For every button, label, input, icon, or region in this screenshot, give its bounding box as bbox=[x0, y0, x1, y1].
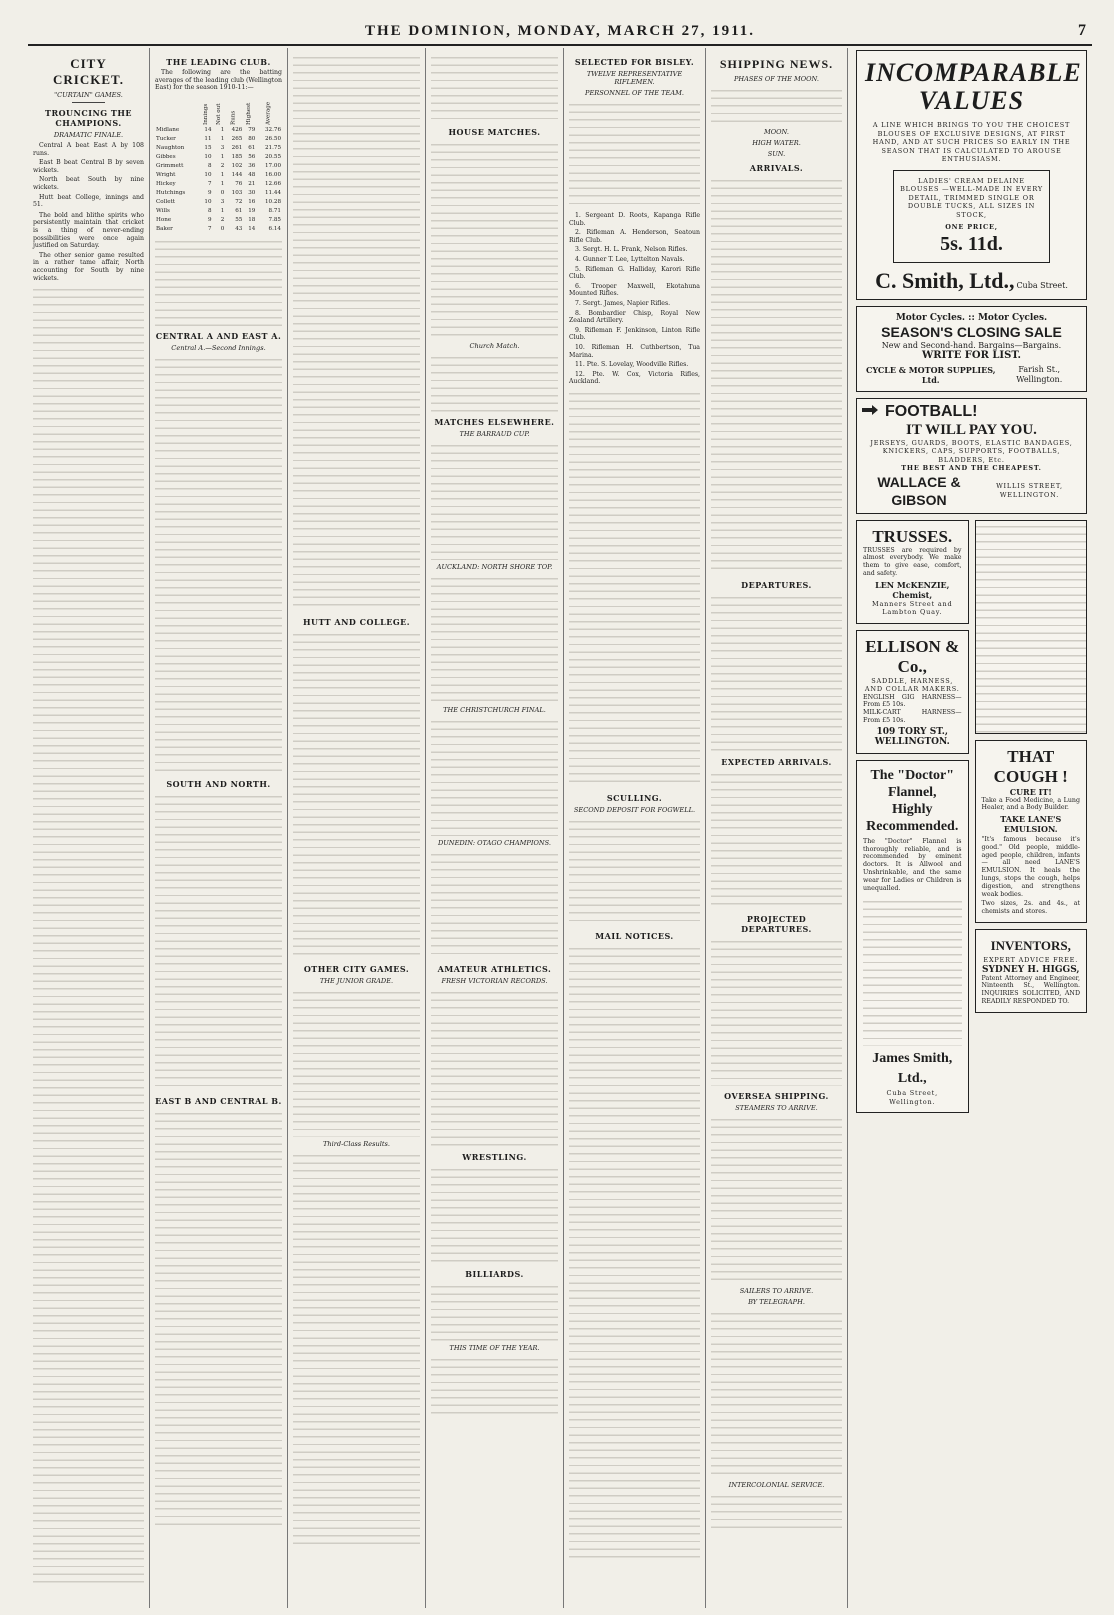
ad-trusses bbox=[856, 520, 969, 624]
ad-title: TRUSSES. bbox=[872, 526, 953, 546]
ad-title: THAT COUGH ! bbox=[993, 746, 1068, 786]
column-header bbox=[155, 94, 200, 126]
column-header: Average bbox=[265, 101, 272, 125]
stat-cell: 102 bbox=[231, 162, 243, 169]
column-sport-news bbox=[426, 48, 564, 1608]
section-subheading: HIGH WATER. bbox=[752, 139, 801, 147]
ad-body: THE BEST AND THE CHEAPEST. bbox=[901, 464, 1042, 472]
ad-firm: WALLACE & GIBSON bbox=[877, 473, 961, 508]
body-text-block bbox=[293, 987, 420, 1137]
player-name-cell: Baker bbox=[156, 225, 173, 232]
ad-placeholder bbox=[975, 520, 1088, 734]
result-line: Central A beat East A by 108 runs. bbox=[33, 142, 144, 157]
ad-price: 5s. 11d. bbox=[940, 232, 1003, 255]
stat-cell: 1 bbox=[220, 126, 225, 133]
ad-firm: James Smith, Ltd., bbox=[872, 1051, 953, 1087]
stat-cell: 11.44 bbox=[264, 189, 281, 196]
section-heading: PROJECTED DEPARTURES. bbox=[741, 914, 812, 934]
section-subheading: THE BARRAUD CUP. bbox=[459, 430, 530, 438]
stat-cell: 8 bbox=[207, 162, 212, 169]
section-subheading: STEAMERS TO ARRIVE. bbox=[735, 1104, 818, 1112]
table-row bbox=[155, 135, 282, 144]
section-subheading: THE JUNIOR GRADE. bbox=[319, 977, 394, 985]
ad-column-left bbox=[856, 520, 969, 1114]
masthead bbox=[28, 18, 1092, 46]
section-subheading: MOON. bbox=[763, 128, 789, 136]
results-summary bbox=[33, 142, 144, 209]
column-header: Runs bbox=[230, 110, 237, 125]
ad-ellison bbox=[856, 630, 969, 754]
article-paragraph: The bold and blithe spirits who persistently maintain that cricket is a thing of never-ending possibilities were once again justified on Saturday. bbox=[33, 211, 144, 250]
stat-cell: 1 bbox=[220, 153, 225, 160]
ad-address: Manners Street and Lambton Quay. bbox=[872, 599, 953, 617]
body-text-block bbox=[293, 1150, 420, 1550]
ad-address: Farish St., Wellington. bbox=[1016, 364, 1063, 384]
ad-body: JERSEYS, GUARDS, BOOTS, ELASTIC BANDAGES, KNICKERS, CAPS, SUPPORTS, FOOTBALLS, BLADDERS, Etc. bbox=[870, 438, 1073, 464]
body-text-block bbox=[569, 99, 700, 209]
body-text-block bbox=[711, 1114, 842, 1284]
article-subheading: TROUNCING THE CHAMPIONS. bbox=[44, 108, 132, 128]
body-text-block bbox=[431, 1354, 558, 1414]
table-row bbox=[155, 171, 282, 180]
stat-cell: 16 bbox=[248, 198, 256, 205]
list-item: 7. Sergt. James, Napier Rifles. bbox=[575, 299, 671, 307]
table-header-row bbox=[155, 94, 282, 126]
stat-cell: 1 bbox=[220, 207, 225, 214]
section-heading: SOUTH AND NORTH. bbox=[166, 778, 271, 789]
ad-line: Take a Food Medicine, a Lung Healer, and a Body Builder. bbox=[981, 796, 1080, 812]
ad-firm: C. Smith, Ltd., bbox=[875, 267, 1015, 293]
section-subheading: THIS TIME OF THE YEAR. bbox=[449, 1344, 540, 1352]
ad-firm-line bbox=[863, 365, 1080, 385]
stat-cell: 1 bbox=[220, 180, 225, 187]
stat-cell: 144 bbox=[231, 171, 243, 178]
section-subheading: THE CHRISTCHURCH FINAL. bbox=[443, 706, 546, 714]
section-heading: ARRIVALS. bbox=[749, 163, 804, 173]
stat-cell: 11 bbox=[204, 135, 212, 142]
body-text-block bbox=[431, 716, 558, 836]
section-subheading: Central A.—Second Innings. bbox=[171, 343, 266, 352]
ad-column-right bbox=[975, 520, 1088, 1114]
ad-body: A LINE WHICH BRINGS TO YOU THE CHOICEST BLOUSES OF EXCLUSIVE DESIGNS, AT FIRST HAND, AND AT SUCH PRICES SO EARLY IN THE SEASON THAT IS CALCULATED TO AROUSE ENTHUSIASM. bbox=[872, 121, 1071, 163]
player-name-cell: Hutchings bbox=[156, 189, 186, 196]
stat-cell: 10 bbox=[204, 153, 212, 160]
list-item: 9. Rifleman F. Jenkinson, Linton Rifle Club. bbox=[569, 326, 700, 342]
section-heading: EAST B AND CENTRAL B. bbox=[155, 1095, 282, 1106]
section-heading: OTHER CITY GAMES. bbox=[303, 964, 410, 974]
stat-cell: 36 bbox=[248, 162, 256, 169]
list-item: 3. Sergt. H. L. Frank, Nelson Rifles. bbox=[575, 246, 688, 254]
table-row bbox=[155, 153, 282, 162]
section-subheading: INTERCOLONIAL SERVICE. bbox=[728, 1481, 825, 1489]
stat-cell: 55 bbox=[235, 216, 243, 223]
list-item: 4. Gunner T. Lee, Lyttelton Navals. bbox=[575, 255, 685, 263]
section-subheading: Church Match. bbox=[469, 342, 520, 350]
section-heading: AMATEUR ATHLETICS. bbox=[437, 964, 552, 974]
ad-address: 109 TORY ST., WELLINGTON. bbox=[874, 726, 950, 747]
section-subheading: SECOND DEPOSIT FOR FOGWELL. bbox=[573, 805, 696, 814]
column-header: Not out bbox=[215, 103, 222, 125]
ad-title: INCOMPARABLE bbox=[865, 58, 1082, 87]
ad-body: TRUSSES are required by almost everybody. We make them to give ease, comfort, and safety. bbox=[863, 546, 962, 577]
body-text-block bbox=[711, 592, 842, 752]
stat-cell: 26.50 bbox=[264, 135, 281, 142]
stat-cell: 80 bbox=[248, 135, 256, 142]
ad-inner-box bbox=[893, 170, 1050, 263]
stat-cell: 21.75 bbox=[264, 144, 281, 151]
section-subheading: FRESH VICTORIAN RECORDS. bbox=[441, 977, 548, 985]
stat-cell: 18 bbox=[248, 216, 256, 223]
section-heading: SCULLING. bbox=[606, 792, 663, 803]
section-subheading: Third-Class Results. bbox=[322, 1140, 391, 1148]
stat-cell: 30 bbox=[248, 189, 256, 196]
columns bbox=[28, 48, 1092, 1608]
ad-firm: CYCLE & MOTOR SUPPLIES, Ltd. bbox=[865, 364, 996, 385]
stat-cell: 1 bbox=[220, 135, 225, 142]
ad-body: SADDLE, HARNESS, AND COLLAR MAKERS. bbox=[864, 676, 960, 694]
ad-title: SEASON'S CLOSING SALE bbox=[881, 323, 1062, 340]
article-paragraph: The other senior game resulted in a rather tame affair, North accounting for South by nine wickets. bbox=[33, 251, 144, 282]
ad-product-name: TAKE LANE'S EMULSION. bbox=[1000, 814, 1062, 835]
stat-cell: 72 bbox=[235, 198, 243, 205]
section-heading-shipping: SHIPPING NEWS. bbox=[719, 57, 834, 71]
stat-cell: 2 bbox=[220, 162, 225, 169]
stat-cell: 43 bbox=[235, 225, 243, 232]
body-text-block bbox=[711, 175, 842, 575]
column-leading-club bbox=[150, 48, 288, 1608]
ad-title: Highly Recommended. bbox=[866, 801, 959, 834]
column-advertisements bbox=[848, 48, 1092, 1608]
ad-line: Motor Cycles. :: Motor Cycles. bbox=[895, 312, 1048, 323]
section-heading: CENTRAL A AND EAST A. bbox=[155, 330, 282, 341]
ad-price-list bbox=[863, 896, 962, 1046]
section-heading: WRESTLING. bbox=[462, 1152, 527, 1162]
table-row bbox=[155, 189, 282, 198]
ad-line: MILK-CART HARNESS— From £5 10s. bbox=[863, 709, 962, 725]
column-shipping bbox=[706, 48, 848, 1608]
stat-cell: 265 bbox=[231, 135, 243, 142]
list-item: 12. Pte. W. Cox, Victoria Rifles, Auckland. bbox=[569, 370, 700, 386]
player-name-cell: Grimmett bbox=[156, 162, 184, 169]
stat-cell: 103 bbox=[231, 189, 243, 196]
batting-averages-table bbox=[155, 94, 282, 234]
stat-cell: 17.00 bbox=[264, 162, 281, 169]
ad-title: FOOTBALL! bbox=[885, 402, 978, 420]
scorecard-block bbox=[293, 52, 420, 612]
ad-body: LADIES' CREAM DELAINE BLOUSES —WELL-MADE IN EVERY DETAIL, TRIMMED SINGLE OR DOUBLE TUCKS, ALL SIZES IN STOCK, bbox=[900, 176, 1043, 219]
list-item: 6. Trooper Maxwell, Ekotahuna Mounted Rifles. bbox=[569, 282, 700, 298]
section-heading: HOUSE MATCHES. bbox=[448, 127, 541, 137]
stat-cell: 61 bbox=[248, 144, 256, 151]
ad-body: The "Doctor" Flannel is thoroughly reliable, and is recommended by eminent doctors. It is Allwool and Unshrinkable, and the same wear for Ladies or Children is unequalled. bbox=[863, 837, 962, 892]
ad-firm-line bbox=[865, 269, 1078, 293]
stat-cell: 14 bbox=[204, 126, 212, 133]
body-text-block bbox=[431, 1281, 558, 1341]
body-text-block bbox=[569, 816, 700, 926]
body-text-block bbox=[431, 1164, 558, 1264]
list-item: 1. Sergeant D. Roots, Kapanga Rifle Club. bbox=[569, 212, 700, 227]
stat-cell: 2 bbox=[220, 216, 225, 223]
stat-cell: 32.76 bbox=[264, 126, 281, 133]
section-subheading: TWELVE REPRESENTATIVE RIFLEMEN. bbox=[586, 70, 683, 86]
ad-blouses bbox=[856, 50, 1087, 300]
section-subheading: SAILERS TO ARRIVE. bbox=[739, 1287, 814, 1295]
body-text-block bbox=[431, 987, 558, 1147]
section-heading: SELECTED FOR BISLEY. bbox=[574, 57, 695, 67]
stat-cell: 7.85 bbox=[268, 216, 281, 223]
result-line: Hutt beat College, innings and 51. bbox=[33, 193, 144, 209]
body-text-block bbox=[431, 849, 558, 959]
ad-firm: LEN McKENZIE, Chemist, bbox=[875, 579, 950, 600]
ad-firm: SYDNEY H. HIGGS, bbox=[981, 964, 1080, 975]
body-text-block bbox=[569, 388, 700, 788]
column-bisley bbox=[564, 48, 706, 1608]
section-heading: OVERSEA SHIPPING. bbox=[724, 1091, 829, 1101]
stat-cell: 3 bbox=[220, 144, 225, 151]
section-heading: EXPECTED ARRIVALS. bbox=[721, 757, 832, 767]
stat-cell: 0 bbox=[220, 225, 225, 232]
table-row bbox=[155, 216, 282, 225]
player-name-cell: Collett bbox=[156, 198, 176, 205]
masthead-title: THE DOMINION, MONDAY, MARCH 27, 1911. bbox=[365, 22, 755, 39]
stat-cell: 185 bbox=[231, 153, 243, 160]
stat-cell: 426 bbox=[231, 126, 243, 133]
list-item: 2. Rifleman A. Henderson, Seatoun Rifle Club. bbox=[569, 229, 700, 244]
list-item: 8. Bombardier Chisp, Royal New Zealand Artillery. bbox=[569, 309, 700, 325]
section-heading: MATCHES ELSEWHERE. bbox=[434, 417, 555, 427]
stat-cell: 261 bbox=[231, 144, 243, 151]
section-heading: HUTT AND COLLEGE. bbox=[302, 617, 411, 627]
player-name-cell: Midlane bbox=[156, 126, 180, 133]
ad-line: New and Second-hand. Bargains—Bargains. bbox=[881, 340, 1062, 350]
column-city-cricket bbox=[28, 48, 150, 1608]
stat-cell: 14 bbox=[248, 225, 256, 232]
ad-sub: EXPERT ADVICE FREE. bbox=[983, 956, 1079, 965]
section-subheading: PHASES OF THE MOON. bbox=[733, 75, 820, 83]
body-text-block bbox=[431, 52, 558, 122]
stat-cell: 9 bbox=[207, 189, 212, 196]
ad-body: Patent Attorney and Engineer, Ninteenth St., Wellington. INQUIRIES SOLICITED, AND READILY RESPONDED TO. bbox=[981, 974, 1080, 1005]
body-text-block bbox=[431, 440, 558, 560]
section-heading: BILLIARDS. bbox=[465, 1269, 524, 1279]
table-row bbox=[155, 198, 282, 207]
player-name-cell: Hone bbox=[156, 216, 172, 223]
stat-cell: 79 bbox=[248, 126, 256, 133]
body-text-block bbox=[711, 1491, 842, 1531]
team-list bbox=[569, 212, 700, 386]
column-scores bbox=[288, 48, 426, 1608]
player-name-cell: Hickey bbox=[156, 180, 176, 187]
page-number: 7 bbox=[1078, 22, 1088, 39]
table-row bbox=[155, 162, 282, 171]
table-row bbox=[155, 225, 282, 234]
ad-price: Two sizes, 2s. and 4s., at chemists and stores. bbox=[981, 900, 1080, 916]
ad-doctor-flannel bbox=[856, 760, 969, 1114]
list-item: 5. Rifleman G. Halliday, Karori Rifle Club. bbox=[569, 265, 700, 281]
list-item: 10. Rifleman H. Cuthbertson, Tua Marina. bbox=[569, 343, 700, 359]
scorecard-block bbox=[155, 1108, 282, 1528]
ad-body: "It's famous because it's good." Old people, middle-aged people, children, infants — all need LANE'S EMULSION. It heals the lungs, stops the cough, helps digestion, and strengthens weak bodies. bbox=[981, 836, 1080, 898]
ad-title: The "Doctor" Flannel, bbox=[870, 767, 955, 800]
section-subheading: DUNEDIN: OTAGO CHAMPIONS. bbox=[437, 839, 552, 847]
stat-cell: 9 bbox=[207, 216, 212, 223]
ad-inventors bbox=[975, 929, 1088, 1013]
ad-sub: CURE IT! bbox=[1009, 786, 1052, 797]
section-subheading: SUN. bbox=[767, 150, 786, 158]
article-paragraph: The following are the batting averages of the leading club (Wellington East) for the season 1910-11:— bbox=[155, 69, 282, 92]
stat-cell: 7 bbox=[207, 180, 212, 187]
stat-cell: 12.66 bbox=[264, 180, 281, 187]
column-header: Innings bbox=[202, 103, 209, 125]
result-line: North beat South by nine wickets. bbox=[33, 176, 144, 191]
stat-cell: 10 bbox=[204, 171, 212, 178]
stat-cell: 8 bbox=[207, 207, 212, 214]
ad-title: INVENTORS, bbox=[990, 938, 1071, 954]
scorecard-block bbox=[155, 354, 282, 774]
body-text-block bbox=[711, 769, 842, 909]
section-subheading: PERSONNEL OF THE TEAM. bbox=[585, 89, 684, 97]
stat-cell: 6.14 bbox=[268, 225, 281, 232]
ad-lanes-emulsion bbox=[975, 740, 1088, 924]
article-subheading: DRAMATIC FINALE. bbox=[53, 131, 124, 139]
ad-line: WRITE FOR LIST. bbox=[922, 349, 1021, 361]
ad-header-row bbox=[861, 403, 1082, 421]
stat-cell: 16.00 bbox=[264, 171, 281, 178]
player-name-cell: Naughton bbox=[156, 144, 185, 151]
body-text-block bbox=[33, 284, 144, 1584]
ad-address: Cuba Street, Wellington. bbox=[886, 1089, 938, 1106]
section-subheading: AUCKLAND: NORTH SHORE TOP. bbox=[436, 563, 553, 571]
ad-firm-line bbox=[861, 473, 1082, 509]
result-line: East B beat Central B by seven wickets. bbox=[33, 159, 144, 174]
stat-cell: 61 bbox=[235, 207, 243, 214]
divider bbox=[72, 102, 105, 103]
player-name-cell: Tucker bbox=[156, 135, 176, 142]
table-row bbox=[155, 180, 282, 189]
ad-row bbox=[856, 520, 1087, 1114]
article-subheading: "CURTAIN" GAMES. bbox=[54, 91, 123, 99]
body-text-block bbox=[711, 936, 842, 1086]
ad-slogan: IT WILL PAY YOU. bbox=[906, 421, 1037, 438]
ad-title: VALUES bbox=[918, 86, 1025, 115]
player-name-cell: Gibbes bbox=[156, 153, 176, 160]
list-item: 11. Pte. S. Lovelay, Woodville Rifles. bbox=[575, 361, 689, 369]
section-heading: DEPARTURES. bbox=[741, 580, 812, 590]
article-heading-leading-club: THE LEADING CLUB. bbox=[166, 57, 271, 67]
ad-address: WILLIS STREET, WELLINGTON. bbox=[996, 482, 1063, 499]
stat-cell: 76 bbox=[235, 180, 243, 187]
stat-cell: 48 bbox=[248, 171, 256, 178]
scorecard-block bbox=[155, 791, 282, 1091]
ad-line: ENGLISH GIG HARNESS— From £5 10s. bbox=[863, 693, 962, 709]
section-subheading: BY TELEGRAPH. bbox=[748, 1298, 805, 1306]
stat-cell: 8.71 bbox=[268, 207, 281, 214]
stat-cell: 56 bbox=[248, 153, 256, 160]
body-text-block bbox=[711, 85, 842, 125]
article-heading-city-cricket: CITY CRICKET. bbox=[53, 56, 124, 87]
body-text-block bbox=[431, 139, 558, 339]
body-text-block bbox=[431, 573, 558, 703]
stat-cell: 3 bbox=[220, 198, 225, 205]
table-row bbox=[155, 207, 282, 216]
ad-motor-cycles bbox=[856, 306, 1087, 392]
ad-address: Cuba Street. bbox=[1016, 280, 1068, 290]
body-text-block bbox=[711, 1308, 842, 1478]
table-row bbox=[155, 144, 282, 153]
stat-cell: 1 bbox=[220, 171, 225, 178]
pointing-hand-icon bbox=[861, 404, 879, 419]
ad-football bbox=[856, 398, 1087, 514]
section-heading: MAIL NOTICES. bbox=[595, 930, 674, 941]
stat-cell: 21 bbox=[248, 180, 256, 187]
column-header: Highest bbox=[246, 102, 253, 125]
stat-cell: 7 bbox=[207, 225, 212, 232]
scorecard-block bbox=[293, 629, 420, 959]
stat-cell: 10.28 bbox=[264, 198, 281, 205]
table-body bbox=[155, 126, 282, 234]
stat-cell: 19 bbox=[248, 207, 256, 214]
stat-cell: 0 bbox=[220, 189, 225, 196]
body-text-block bbox=[155, 236, 282, 326]
body-text-block bbox=[431, 352, 558, 412]
stat-cell: 15 bbox=[204, 144, 212, 151]
ad-title: ELLISON & Co., bbox=[865, 636, 960, 676]
player-name-cell: Wright bbox=[156, 171, 176, 178]
stat-cell: 20.55 bbox=[264, 153, 281, 160]
player-name-cell: Wills bbox=[156, 207, 170, 214]
stat-cell: 10 bbox=[204, 198, 212, 205]
body-text-block bbox=[569, 943, 700, 1563]
ad-body: ONE PRICE, bbox=[945, 223, 998, 231]
table-row bbox=[155, 126, 282, 135]
